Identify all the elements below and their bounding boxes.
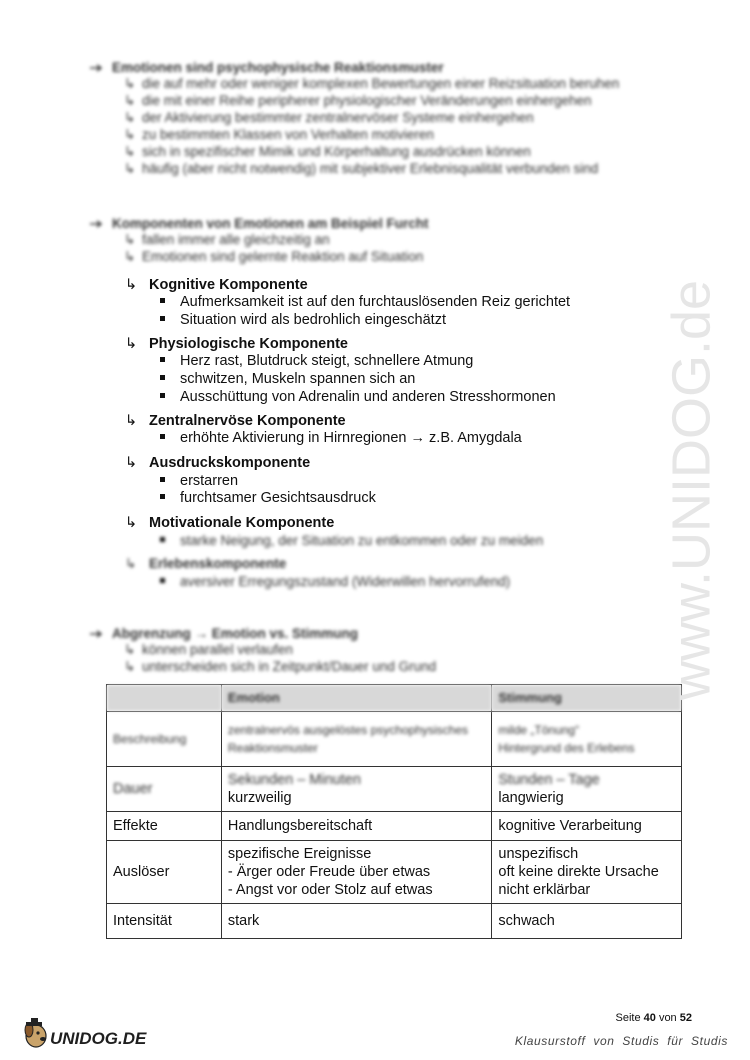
unidog-logo — [22, 1014, 152, 1054]
component-title: ↳ Kognitive Komponente — [125, 277, 308, 293]
square-bullet-icon — [160, 537, 165, 542]
square-bullet-icon — [160, 316, 165, 321]
hook-arrow-icon: ↳ — [124, 93, 136, 108]
arrow-icon — [90, 220, 104, 228]
section-heading: Abgrenzung → Emotion vs. Stimmung — [90, 626, 436, 641]
hook-arrow-icon: ↳ — [124, 659, 136, 674]
component-title: ↳ Zentralnervöse Komponente — [125, 413, 346, 429]
table-cell: Emotion — [221, 685, 492, 712]
list-item: ↳ die mit einer Reihe peripherer physiologischer Veränderungen einhergehen — [124, 93, 592, 108]
table-cell: Handlungsbereitschaft — [221, 812, 492, 841]
section-komponenten — [90, 216, 429, 265]
bullet-item: Herz rast, Blutdruck steigt, schnellere Atmung — [160, 353, 473, 369]
footer-tagline: Klausurstoff von Studis für Studis — [514, 1034, 728, 1048]
list-item: ↳ sich in spezifischer Mimik und Körperhaltung ausdrücken können — [124, 144, 531, 159]
list-item: ↳ unterscheiden sich in Zeitpunkt/Dauer und Grund — [124, 659, 437, 674]
section-heading: Emotionen sind psychophysische Reaktionsmuster — [90, 60, 619, 75]
component-title: ↳ Erlebenskomponente — [125, 556, 287, 571]
square-bullet-icon — [160, 393, 165, 398]
table-cell: Auslöser — [107, 841, 222, 904]
square-bullet-icon — [160, 434, 165, 439]
table-row — [107, 841, 682, 904]
dog-mascot-icon — [25, 1018, 46, 1047]
hook-arrow-icon: ↳ — [124, 127, 136, 142]
watermark — [650, 230, 740, 750]
square-bullet-icon — [160, 477, 165, 482]
table-cell: Dauer — [107, 767, 222, 812]
list-item: ↳ können parallel verlaufen — [124, 642, 293, 657]
bullet-item: erhöhte Aktivierung in Hirnregionen → z.B. Amygdala — [160, 430, 522, 446]
square-bullet-icon — [160, 298, 165, 303]
table-row — [107, 712, 682, 767]
table-row — [107, 812, 682, 841]
hook-arrow-icon: ↳ — [124, 76, 136, 91]
table-cell: spezifische Ereignisse - Ärger oder Freude über etwas - Angst vor oder Stolz auf etwas — [221, 841, 492, 904]
comparison-table — [106, 684, 682, 939]
list-item: ↳ zu bestimmten Klassen von Verhalten motivieren — [124, 127, 434, 142]
hook-arrow-icon: ↳ — [124, 161, 136, 176]
bullet-item: Situation wird als bedrohlich eingeschätzt — [160, 312, 446, 328]
page-number: Seite 40 von 52 — [615, 1012, 692, 1024]
table-cell: Beschreibung — [107, 712, 222, 767]
list-item: ↳ die auf mehr oder weniger komplexen Bewertungen einer Reizsituation beruhen — [124, 76, 620, 91]
table-cell: unspezifisch oft keine direkte Ursache nicht erklärbar — [492, 841, 682, 904]
list-item: ↳ häufig (aber nicht notwendig) mit subjektiver Erlebnisqualität verbunden sind — [124, 161, 599, 176]
component-title: ↳ Motivationale Komponente — [125, 515, 335, 531]
square-bullet-icon — [160, 357, 165, 362]
hook-arrow-icon: ↳ — [125, 413, 138, 429]
section-emotionen — [90, 60, 619, 177]
hook-arrow-icon: ↳ — [124, 110, 136, 125]
table-cell: Sekunden – Minuten kurzweilig — [221, 767, 492, 812]
bullet-item: schwitzen, Muskeln spannen sich an — [160, 371, 415, 387]
svg-text:UNIDOG.DE: UNIDOG.DE — [50, 1029, 147, 1048]
section-abgrenzung — [90, 626, 436, 675]
bullet-item: starke Neigung, der Situation zu entkommen oder zu meiden — [160, 533, 543, 548]
square-bullet-icon — [160, 578, 165, 583]
hook-arrow-icon: ↳ — [125, 515, 138, 531]
hook-arrow-icon: ↳ — [124, 642, 136, 657]
list-item: ↳ Emotionen sind gelernte Reaktion auf Situation — [124, 249, 424, 264]
component-title: ↳ Ausdruckskomponente — [125, 455, 311, 471]
hook-arrow-icon: ↳ — [124, 144, 136, 159]
bullet-item: Aufmerksamkeit ist auf den furchtauslösenden Reiz gerichtet — [160, 294, 570, 310]
square-bullet-icon — [160, 494, 165, 499]
arrow-icon — [90, 64, 104, 72]
arrow-icon — [90, 630, 104, 638]
table-row — [107, 904, 682, 939]
hook-arrow-icon: ↳ — [124, 232, 136, 247]
section-heading: Komponenten von Emotionen am Beispiel Furcht — [90, 216, 429, 231]
table-cell — [107, 685, 222, 712]
table-header-row — [107, 685, 682, 712]
bullet-item: aversiver Erregungszustand (Widerwillen hervorrufend) — [160, 574, 510, 589]
table-cell: Intensität — [107, 904, 222, 939]
table-cell: schwach — [492, 904, 682, 939]
list-item: ↳ fallen immer alle gleichzeitig an — [124, 232, 330, 247]
table-cell: Stimmung — [492, 685, 682, 712]
table-cell: Stunden – Tage langwierig — [492, 767, 682, 812]
table-cell: stark — [221, 904, 492, 939]
bullet-item: Ausschüttung von Adrenalin und anderen Stresshormonen — [160, 389, 556, 405]
list-item: ↳ der Aktivierung bestimmter zentralnervöser Systeme einhergehen — [124, 110, 534, 125]
table-cell: milde „Tönung“ Hintergrund des Erlebens — [492, 712, 682, 767]
component-title: ↳ Physiologische Komponente — [125, 336, 348, 352]
square-bullet-icon — [160, 375, 165, 380]
svg-text:www.UNIDOG.de: www.UNIDOG.de — [661, 279, 722, 701]
bullet-item: erstarren — [160, 473, 238, 489]
hook-arrow-icon: ↳ — [124, 249, 136, 264]
hook-arrow-icon: ↳ — [125, 277, 138, 293]
table-row — [107, 767, 682, 812]
bullet-item: furchtsamer Gesichtsausdruck — [160, 490, 376, 506]
table-cell: kognitive Verarbeitung — [492, 812, 682, 841]
hook-arrow-icon: ↳ — [125, 455, 138, 471]
hook-arrow-icon: ↳ — [125, 336, 138, 352]
table-cell: Effekte — [107, 812, 222, 841]
hook-arrow-icon: ↳ — [125, 556, 137, 571]
table-cell: zentralnervös ausgelöstes psychophysisches Reaktionsmuster — [221, 712, 492, 767]
